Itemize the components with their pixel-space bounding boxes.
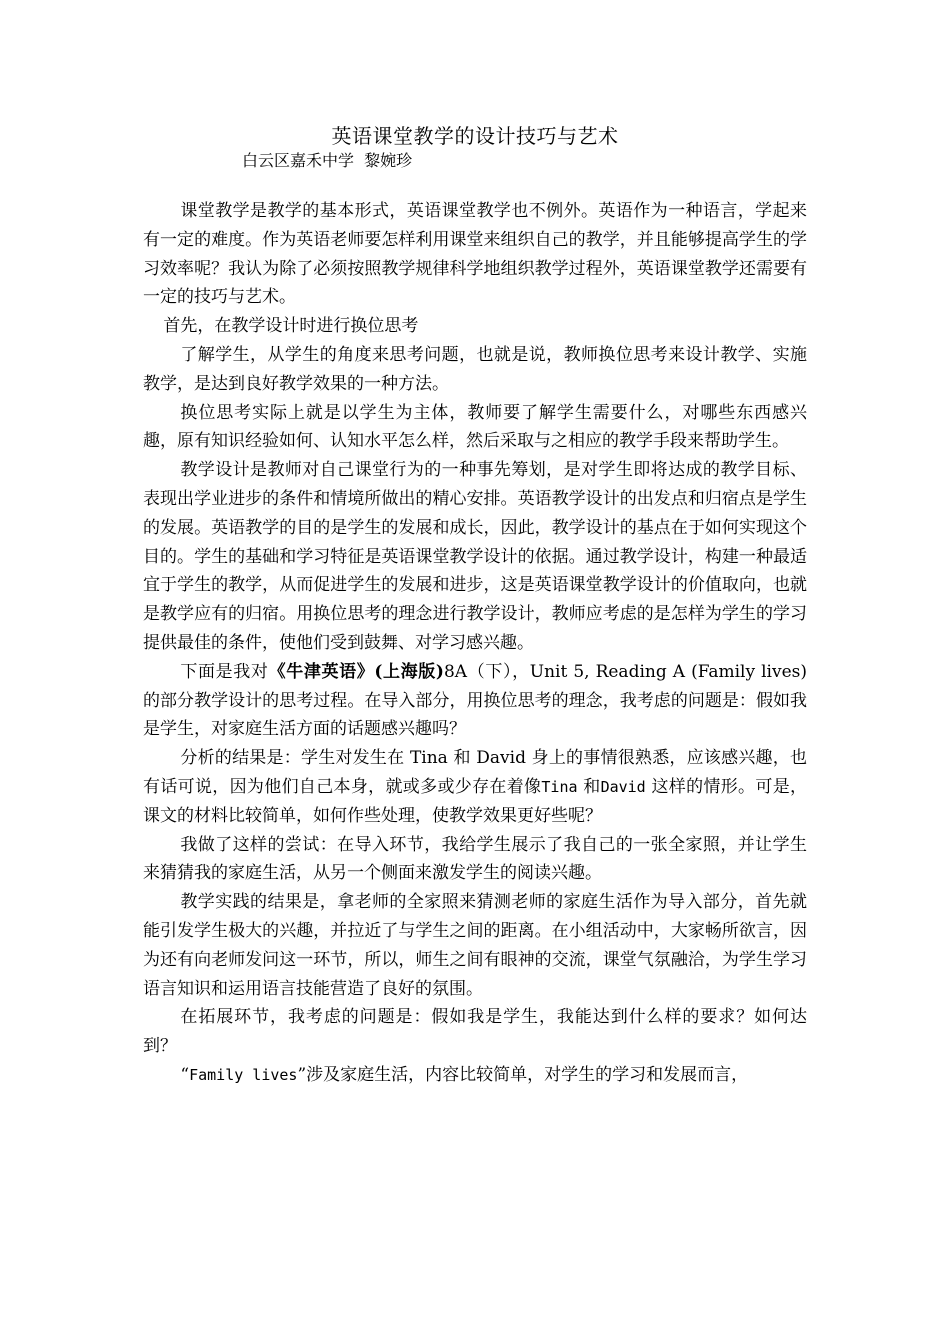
document-title: 英语课堂教学的设计技巧与艺术 [331, 124, 619, 148]
paragraph-unit-example [143, 658, 807, 744]
paragraph: 教学设计是教师对自己课堂行为的一种事先筹划，是对学生即将达成的教学目标、表现出学业进步的条件和情境所做出的精心安排。英语教学设计的出发点和归宿点是学生的发展。英语教学的目的是学生的发展和成长，因此，教学设计的基点在于如何实现这个目的。学生的基础和学习特征是英语课堂教学设计的依据。通过教学设计，构建一种最适宜于学生的教学，从而促进学生的发展和进步，这是英语课堂教学设计的价值取向，也就是教学应有的归宿。用换位思考的理念进行教学设计，教师应考虑的是怎样为学生的学习提供最佳的条件，使他们受到鼓舞、对学习感兴趣。 [143, 460, 807, 653]
book-title: 《牛津英语》(上海版) [268, 661, 444, 682]
name-tina: Tina [541, 777, 578, 796]
text-run: 和 [577, 776, 601, 797]
paragraph-intro: 课堂教学是教学的基本形式，英语课堂教学也不例外。英语作为一种语言，学起来有一定的难度。作为英语老师要怎样利用课堂来组织自己的教学，并且能够提高学生的学习效率呢？我认为除了必须按照教学规律科学地组织教学过程外，英语课堂教学还需要有一定的技巧与艺术。 [143, 201, 807, 308]
text-run: ”涉及家庭生活，内容比较简单，对学生的学习和发展而言， [297, 1064, 749, 1085]
paragraph: 了解学生，从学生的角度来思考问题，也就是说，教师换位思考来设计教学、实施教学，是达到良好教学效果的一种方法。 [143, 344, 807, 394]
paragraph-last [143, 1061, 807, 1090]
text-run: 8A（下），Unit 5, Reading A (Family lives)的部分教学设计的思考过程。在导入部分，用换位思考的理念，我考虑的问题是：假如我是学生，对家庭生活方面的话题感兴趣吗？ [143, 661, 808, 740]
name-david: David [600, 777, 646, 796]
open-quote: “ [180, 1064, 190, 1085]
family-lives-phrase: Family lives [189, 1065, 298, 1084]
paragraph: 教学实践的结果是，拿老师的全家照来猜测老师的家庭生活作为导入部分，首先就能引发学生极大的兴趣，并拉近了与学生之间的距离。在小组活动中，大家畅所欲言，因为还有向老师发问这一环节，所以，师生之间有眼神的交流，课堂气氛融洽，为学生学习语言知识和运用语言技能营造了良好的氛围。 [143, 892, 807, 999]
text-run: 分析的结果是：学生对发生在 Tina 和 David 身上的事情很熟悉，应该感兴趣，也有话可说，因为他们自己本身，就或多或少存在着像 [143, 748, 807, 797]
section-heading: 首先，在教学设计时进行换位思考 [163, 316, 419, 337]
text-run: 下面是我对 [180, 661, 269, 682]
paragraph: 在拓展环节，我考虑的问题是：假如我是学生，我能达到什么样的要求？如何达到？ [143, 1007, 807, 1057]
author-line: 白云区嘉禾中学 黎婉珍 [242, 151, 413, 170]
paragraph-analysis [143, 744, 807, 830]
paragraph: 换位思考实际上就是以学生为主体，教师要了解学生需要什么，对哪些东西感兴趣，原有知识经验如何、认知水平怎么样，然后采取与之相应的教学手段来帮助学生。 [143, 402, 807, 452]
document-body [143, 197, 807, 1090]
text-run: 这样的情形。可是，课文的材料比较简单，如何作些处理，使教学效果更好些呢？ [143, 776, 808, 826]
paragraph: 我做了这样的尝试：在导入环节，我给学生展示了我自己的一张全家照，并让学生来猜猜我的家庭生活，从另一个侧面来激发学生的阅读兴趣。 [143, 834, 807, 884]
